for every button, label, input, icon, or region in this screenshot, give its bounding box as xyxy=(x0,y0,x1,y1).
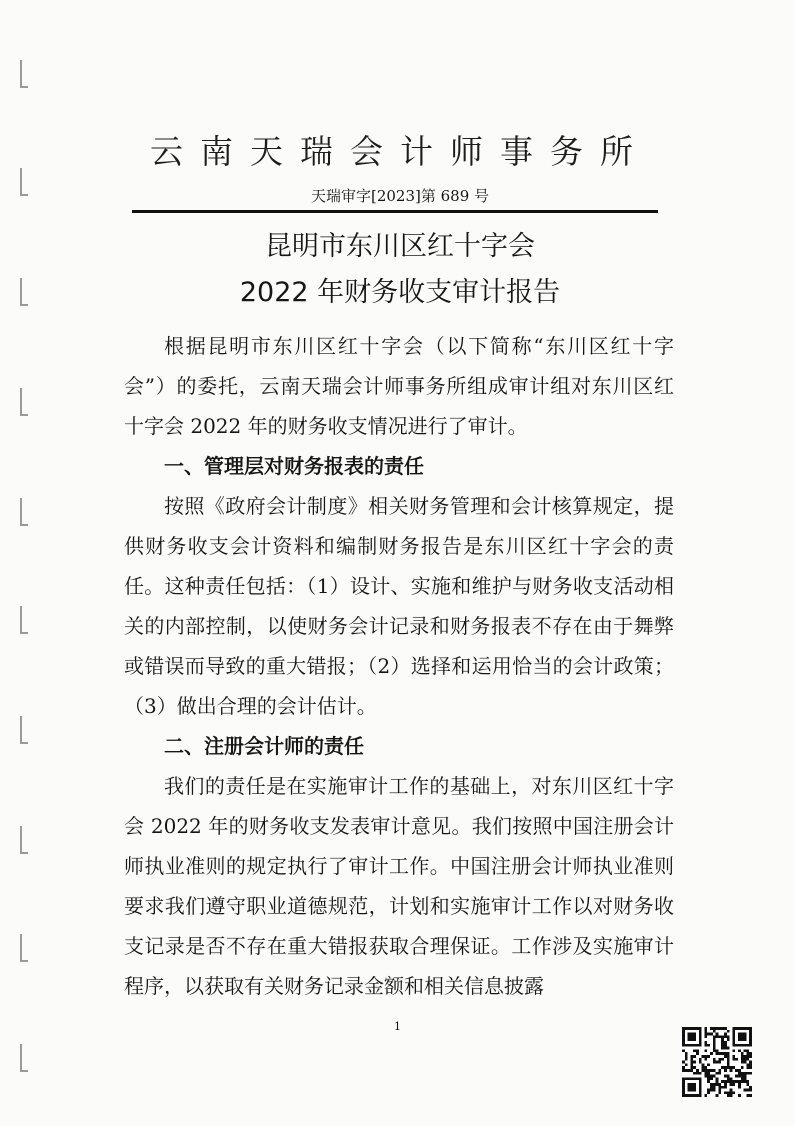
binding-mark xyxy=(20,826,28,854)
intro-paragraph: 根据昆明市东川区红十字会（以下简称“东川区红十字会”）的委托，云南天瑞会计师事务所组成审计组对东川区红十字会 2022 年的财务收支情况进行了审计。 xyxy=(124,334,674,438)
section1-paragraph: 按照《政府会计制度》相关财务管理和会计核算规定，提供财务收支会计资料和编制财务报告是东川区红十字会的责任。这种责任包括：（1）设计、实施和维护与财务收支活动相关的内部控制，以使财务会计记录和财务报表不存在由于舞弊或错误而导致的重大错报；（2）选择和运用恰当的会计政策；（3）做出合理的会计估计。 xyxy=(124,494,674,718)
document-number: 天瑞审字[2023]第 689 号 xyxy=(310,187,490,205)
report-title-line2: 2022 年财务收支审计报告 xyxy=(239,277,561,308)
firm-name: 云南天瑞会计师事务所 xyxy=(150,132,650,171)
binding-mark xyxy=(20,934,28,962)
header-divider xyxy=(132,210,658,213)
binding-mark xyxy=(20,716,28,744)
qr-code-icon xyxy=(682,1027,752,1097)
section2-paragraph: 我们的责任是在实施审计工作的基础上，对东川区红十字会 2022 年的财务收支发表审计意见。我们按照中国注册会计师执业准则的规定执行了审计工作。中国注册会计师执业准则要求我们遵守职业道德规范，计划和实施审计工作以对财务收支记录是否不存在重大错报获取合理保证。工作涉及实施审计程序，以获取有关财务记录金额和相关信息披露 xyxy=(124,774,674,998)
report-body xyxy=(124,326,674,1006)
binding-mark xyxy=(20,606,28,634)
section1-heading: 一、管理层对财务报表的责任 xyxy=(164,454,424,478)
binding-mark xyxy=(20,498,28,526)
section2-heading: 二、注册会计师的责任 xyxy=(164,734,364,758)
binding-mark xyxy=(20,168,28,196)
binding-mark xyxy=(20,278,28,306)
binding-mark xyxy=(20,60,28,88)
binding-mark xyxy=(20,1044,28,1072)
binding-mark xyxy=(20,388,28,416)
report-title-line1: 昆明市东川区红十字会 xyxy=(265,231,535,262)
page-number: 1 xyxy=(394,1020,401,1033)
